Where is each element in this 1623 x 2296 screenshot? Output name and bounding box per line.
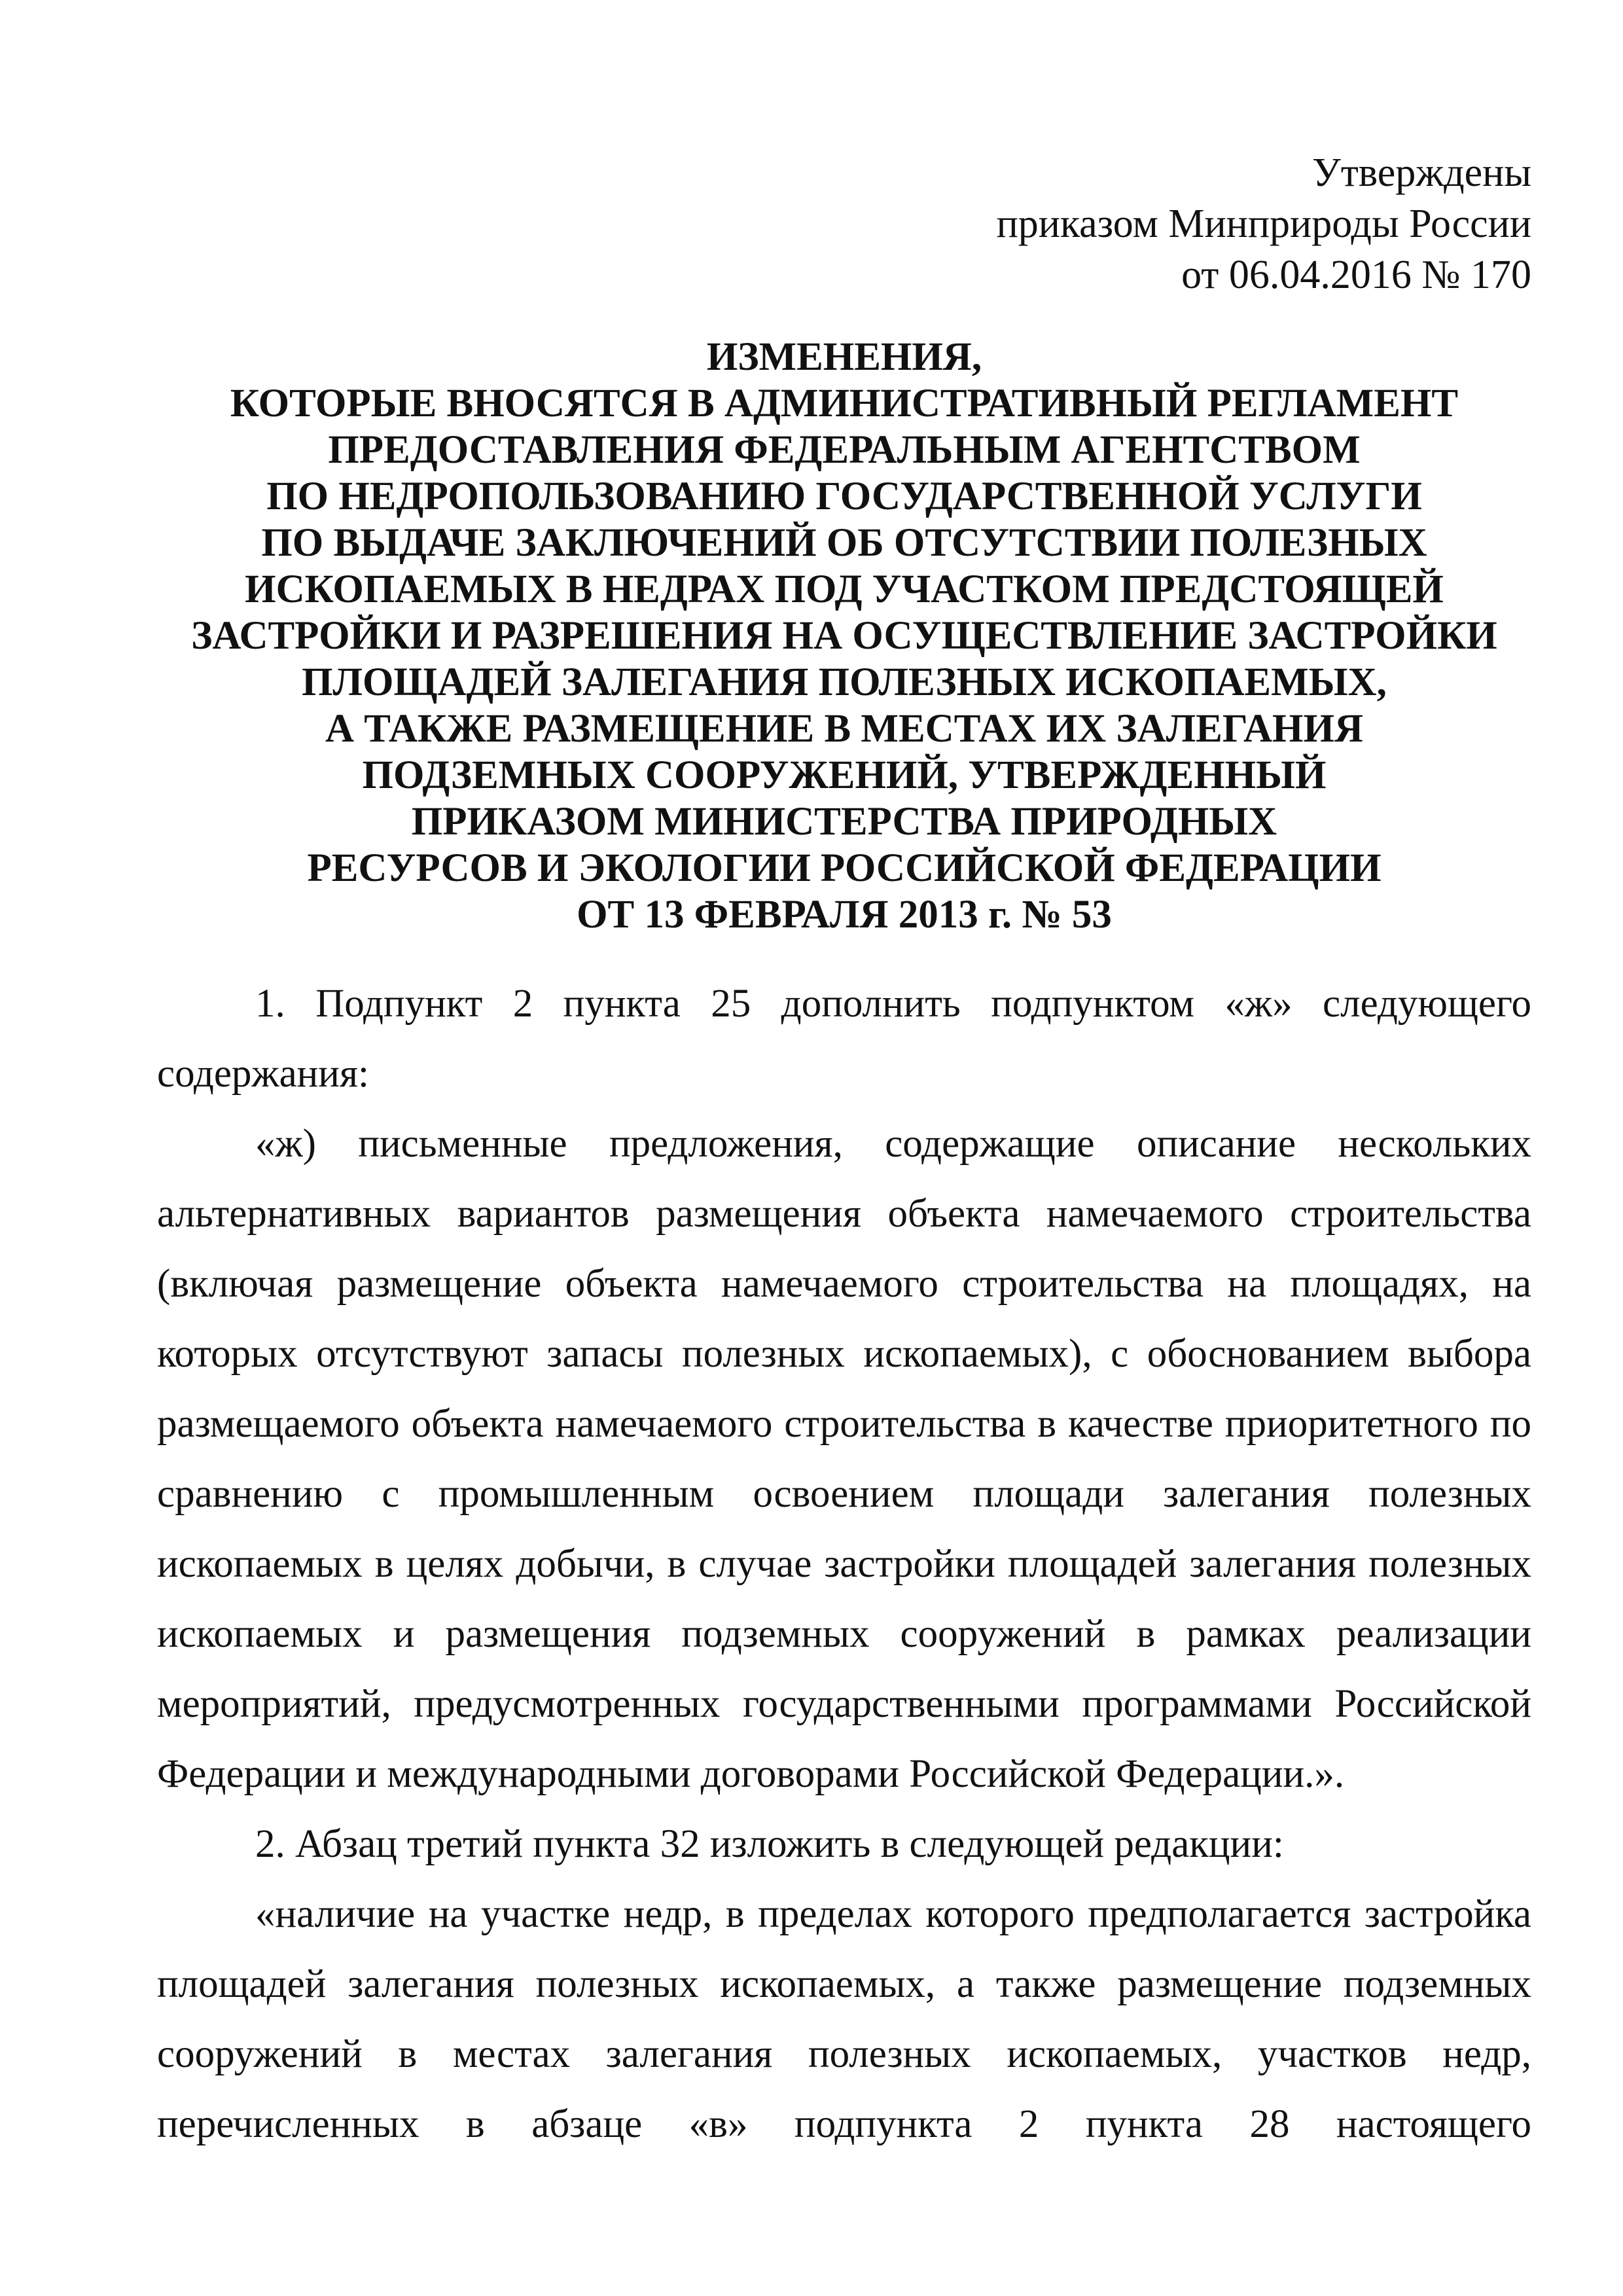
title-line: ИСКОПАЕМЫХ В НЕДРАХ ПОД УЧАСТКОМ ПРЕДСТОЯЩЕЙ bbox=[245, 567, 1444, 611]
title-line: ЗАСТРОЙКИ И РАЗРЕШЕНИЯ НА ОСУЩЕСТВЛЕНИЕ ЗАСТРОЙКИ bbox=[191, 614, 1497, 658]
approval-line-approved: Утверждены bbox=[1311, 151, 1531, 195]
title-line: ПРИКАЗОМ МИНИСТЕРСТВА ПРИРОДНЫХ bbox=[411, 800, 1277, 844]
title-line: ПЛОЩАДЕЙ ЗАЛЕГАНИЯ ПОЛЕЗНЫХ ИСКОПАЕМЫХ, bbox=[302, 660, 1387, 704]
title-line: РЕСУРСОВ И ЭКОЛОГИИ РОССИЙСКОЙ ФЕДЕРАЦИИ bbox=[307, 846, 1382, 890]
paragraph-item-2-quote: «наличие на участке недр, в пределах которого предполагается застройка площадей залегания полезных ископаемых, а также размещение подземных сооружений в местах залегания полезных ископаемых, участков недр, перечисленных в абзаце «в» подпункта 2 пункта 28 настоящего bbox=[157, 1892, 1531, 2146]
title-line: А ТАКЖЕ РАЗМЕЩЕНИЕ В МЕСТАХ ИХ ЗАЛЕГАНИЯ bbox=[325, 707, 1363, 751]
approval-stamp bbox=[812, 147, 1531, 300]
title-line: ПОДЗЕМНЫХ СООРУЖЕНИЙ, УТВЕРЖДЕННЫЙ bbox=[362, 753, 1327, 797]
title-line: ОТ 13 ФЕВРАЛЯ 2013 г. № 53 bbox=[577, 893, 1112, 937]
paragraph-item-1: 1. Подпункт 2 пункта 25 дополнить подпунктом «ж» следующего содержания: bbox=[157, 982, 1531, 1096]
document-body bbox=[157, 969, 1531, 2159]
paragraph-item-1-quote: «ж) письменные предложения, содержащие описание нескольких альтернативных вариантов размещения объекта намечаемого строительства (включая размещение объекта намечаемого строительства на площадях, на которых отсутствуют запасы полезных ископаемых), с обоснованием выбора размещаемого объекта намечаемого строительства в качестве приоритетного по сравнению с промышленным освоением площади залегания полезных ископаемых в целях добычи, в случае застройки площадей залегания полезных ископаемых и размещения подземных сооружений в рамках реализации мероприятий, предусмотренных государственными программами Российской Федерации и международными договорами Российской Федерации.». bbox=[157, 1122, 1531, 1796]
title-line: ПРЕДОСТАВЛЕНИЯ ФЕДЕРАЛЬНЫМ АГЕНТСТВОМ bbox=[328, 428, 1361, 472]
approval-line-order: приказом Минприроды России bbox=[996, 202, 1531, 246]
title-line: ИЗМЕНЕНИЯ, bbox=[706, 335, 982, 379]
approval-line-date: от 06.04.2016 № 170 bbox=[1181, 253, 1531, 297]
paragraph-item-2: 2. Абзац третий пункта 32 изложить в следующей редакции: bbox=[255, 1822, 1284, 1866]
title-line: КОТОРЫЕ ВНОСЯТСЯ В АДМИНИСТРАТИВНЫЙ РЕГЛАМЕНТ bbox=[230, 382, 1459, 425]
title-line: ПО НЕДРОПОЛЬЗОВАНИЮ ГОСУДАРСТВЕННОЙ УСЛУГИ bbox=[266, 475, 1422, 518]
title-line: ПО ВЫДАЧЕ ЗАКЛЮЧЕНИЙ ОБ ОТСУТСТВИИ ПОЛЕЗНЫХ bbox=[261, 521, 1427, 565]
document-title bbox=[157, 334, 1531, 938]
